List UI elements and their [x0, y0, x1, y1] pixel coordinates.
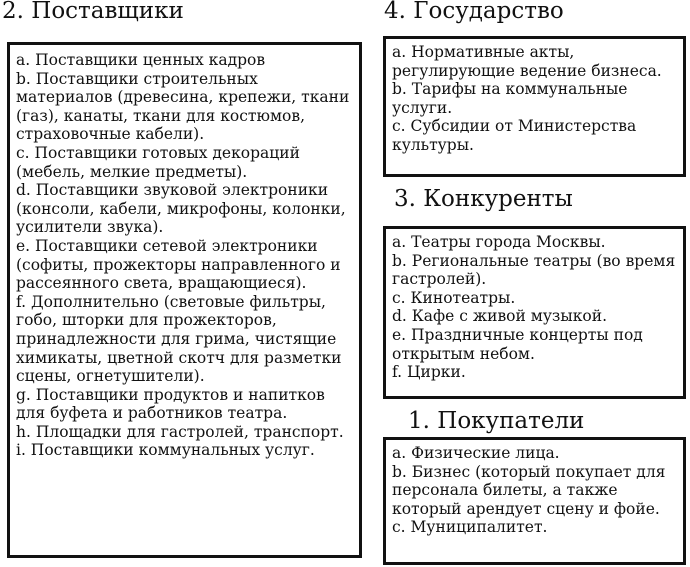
- state-item: b. Тарифы на коммунальные услуги.: [392, 80, 628, 117]
- competitors-item: c. Кинотеатры.: [392, 288, 516, 307]
- suppliers-item: f. Дополнительно (световые фильтры, гобо, шторки для прожекторов, принадлежности для грима, чистящие химикаты, цветной скотч для разметки сцены, огнетушители).: [16, 292, 342, 386]
- competitors-item: b. Региональные театры (во время гастролей).: [392, 251, 676, 289]
- state-item: c. Субсидии от Министерства культуры.: [392, 117, 637, 154]
- competitors-item: e. Праздничные концерты под открытым небом.: [392, 325, 643, 363]
- suppliers-item: a. Поставщики ценных кадров: [16, 51, 266, 69]
- suppliers-item: b. Поставщики строительных материалов (древесина, крепежи, ткани (газ), канаты, ткани для костюмов, страховочные кабели).: [16, 69, 350, 144]
- suppliers-item: i. Поставщики коммунальных услуг.: [16, 441, 315, 460]
- state-heading: 4. Государство: [384, 0, 564, 24]
- suppliers-item: d. Поставщики звуковой электроники (консоли, кабели, микрофоны, колонки, усилители звука).: [16, 181, 346, 237]
- state-box: [383, 36, 686, 177]
- competitors-heading: 3. Конкуренты: [394, 186, 573, 212]
- buyers-item: b. Бизнес (который покупает для персонала билеты, а также который арендует сцену и фойе.: [392, 462, 666, 518]
- buyers-box: [383, 437, 686, 565]
- competitors-item: f. Цирки.: [392, 363, 466, 382]
- competitors-box: [383, 226, 686, 399]
- competitors-item: a. Театры города Москвы.: [392, 233, 606, 251]
- suppliers-heading: 2. Поставщики: [2, 0, 184, 24]
- suppliers-item: h. Площадки для гастролей, транспорт.: [16, 422, 344, 441]
- suppliers-item: c. Поставщики готовых декораций (мебель, мелкие предметы).: [16, 143, 300, 181]
- suppliers-item: e. Поставщики сетевой электроники (софиты, прожекторы направленного и рассеянного света, вращающиеся).: [16, 236, 341, 293]
- buyers-item: a. Физические лица.: [392, 444, 560, 462]
- competitors-item: d. Кафе с живой музыкой.: [392, 307, 608, 326]
- suppliers-item: g. Поставщики продуктов и напитков для буфета и работников театра.: [16, 385, 325, 423]
- state-item: a. Нормативные акты, регулирующие ведение бизнеса.: [392, 43, 662, 80]
- suppliers-box: [7, 42, 362, 558]
- buyers-heading: 1. Покупатели: [408, 408, 585, 434]
- buyers-item: c. Муниципалитет.: [392, 518, 548, 537]
